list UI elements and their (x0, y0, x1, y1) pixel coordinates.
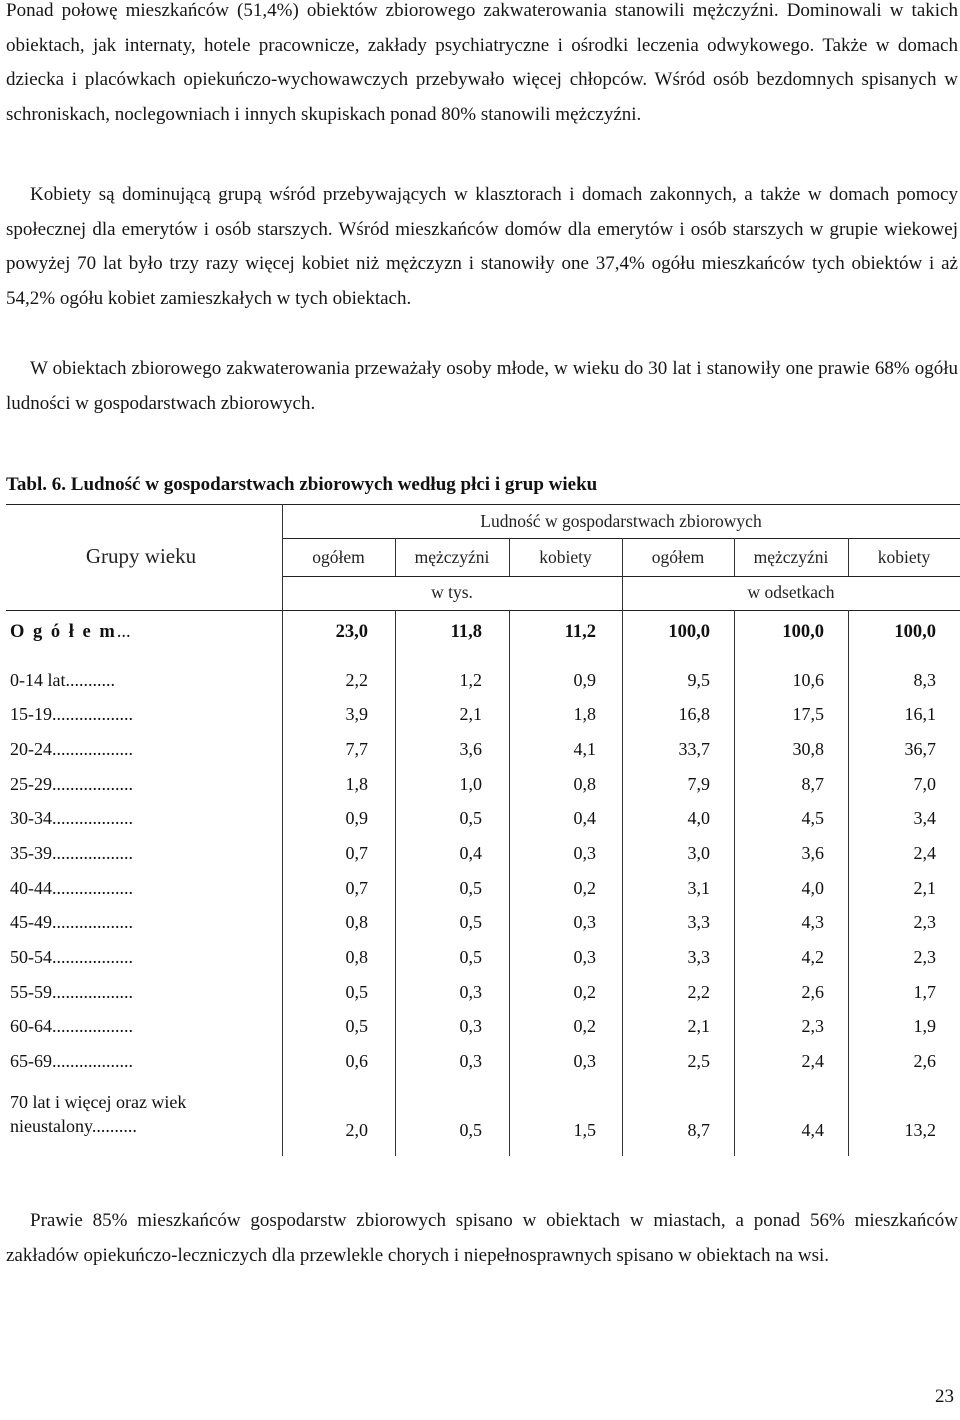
cell-value: 0,5 (459, 1120, 482, 1140)
cell-value: 1,2 (459, 670, 482, 690)
cell-value: 33,7 (678, 739, 710, 759)
cell-value: 8,3 (913, 670, 936, 690)
table-row (6, 843, 960, 877)
table-row (6, 1016, 960, 1050)
unit-thousands: w tys. (431, 582, 473, 602)
table-caption: Tabl. 6. Ludność w gospodarstwach zbiorowych według płci i grup wieku (6, 474, 598, 495)
col-header-total: ogółem (312, 547, 365, 567)
cell-value: 3,4 (913, 808, 936, 828)
cell-value: 0,4 (459, 843, 482, 863)
header-divider-1 (282, 538, 960, 539)
cell-value: 0,9 (345, 808, 368, 828)
cell-value: 0,6 (345, 1051, 368, 1071)
cell-value: 3,6 (459, 739, 482, 759)
col-header-men: mężczyźni (414, 547, 490, 567)
cell-value: 0,9 (573, 670, 596, 690)
table-row (6, 912, 960, 946)
cell-value: 1,0 (459, 774, 482, 794)
table-row (6, 808, 960, 842)
col-header-women: kobiety (539, 547, 592, 567)
table-row (6, 704, 960, 738)
cell-value: 0,2 (573, 1016, 596, 1036)
cell-value: 1,5 (573, 1120, 596, 1140)
col-header-men-pct: mężczyźni (753, 547, 829, 567)
row-label: O g ó ł e m... (10, 622, 131, 642)
cell-value: 30,8 (792, 739, 824, 759)
cell-value: 100,0 (894, 622, 936, 642)
cell-value: 3,3 (687, 947, 710, 967)
cell-value: 2,2 (345, 670, 368, 690)
cell-value: 0,7 (345, 878, 368, 898)
cell-value: 2,5 (687, 1051, 710, 1071)
col-header-women-pct: kobiety (877, 547, 931, 567)
cell-value: 0,3 (573, 843, 596, 863)
cell-value: 1,8 (345, 774, 368, 794)
row-label: 40-44.................. (10, 878, 133, 898)
table-row (6, 1092, 960, 1154)
cell-value: 0,2 (573, 982, 596, 1002)
cell-value: 11,8 (450, 622, 482, 642)
cell-value: 2,3 (913, 912, 936, 932)
cell-value: 2,6 (801, 982, 824, 1002)
row-label: 45-49.................. (10, 912, 133, 932)
paragraph-3: W obiektach zbiorowego zakwaterowania przeważały osoby młode, w wieku do 30 lat i stanowiły one prawie 68% ogółu ludności w gospodarstwach zbiorowych. (6, 358, 958, 414)
cell-value: 1,9 (913, 1016, 936, 1036)
cell-value: 2,1 (913, 878, 936, 898)
table-top-border (6, 504, 960, 505)
cell-value: 36,7 (904, 739, 936, 759)
row-label: 0-14 lat........... (10, 670, 115, 690)
cell-value: 0,7 (345, 843, 368, 863)
table-row (6, 1051, 960, 1085)
cell-value: 4,0 (801, 878, 824, 898)
cell-value: 0,3 (573, 947, 596, 967)
cell-value: 2,4 (913, 843, 936, 863)
table-row (6, 774, 960, 808)
header-divider-2 (282, 576, 960, 577)
group-header: Grupy wieku (85, 544, 197, 568)
paragraph-1: Ponad połowę mieszkańców (51,4%) obiektów zbiorowego zakwaterowania stanowili mężczyźni. Dominowali w takich obiektach, jak internaty, hotele pracownicze, zakłady psychiatryczne i ośrodki leczenia odwykowego. Także w domach dziecka i placówkach opiekuńczo-wychowawczych przebywało więcej chłopców. Wśród osób bezdomnych spisanych w schroniskach, noclegowniach i innych skupiskach ponad 80% stanowili mężczyźni. (6, 0, 958, 125)
cell-value: 1,8 (573, 704, 596, 724)
row-label: 15-19.................. (10, 704, 133, 724)
cell-value: 13,2 (904, 1120, 936, 1140)
cell-value: 2,3 (801, 1016, 824, 1036)
row-label: 55-59.................. (10, 982, 133, 1002)
cell-value: 3,6 (801, 843, 824, 863)
cell-value: 4,0 (687, 808, 710, 828)
cell-value: 8,7 (687, 1120, 710, 1140)
cell-value: 7,7 (345, 739, 368, 759)
table-row (6, 670, 960, 704)
cell-value: 0,5 (459, 947, 482, 967)
cell-value: 0,4 (573, 808, 596, 828)
unit-percent: w odsetkach (747, 582, 835, 602)
table-row (6, 739, 960, 773)
page-number: 23 (935, 1386, 954, 1407)
cell-value: 17,5 (792, 704, 824, 724)
paragraph-2: Kobiety są dominującą grupą wśród przebywających w klasztorach i domach zakonnych, a także w domach pomocy społecznej dla emerytów i osób starszych. Wśród mieszkańców domów dla emerytów i osób starszych w grupie wiekowej powyżej 70 lat było trzy razy więcej kobiet niż mężczyzn i stanowiły one 37,4% ogółu mieszkańców tych obiektów i aż 54,2% ogółu kobiet zamieszkałych w tych obiektach. (6, 184, 958, 309)
cell-value: 10,6 (792, 670, 824, 690)
row-label: 30-34.................. (10, 808, 133, 828)
cell-value: 3,3 (687, 912, 710, 932)
cell-value: 0,8 (345, 912, 368, 932)
row-label: 20-24.................. (10, 739, 133, 759)
cell-value: 9,5 (687, 670, 710, 690)
row-label: 35-39.................. (10, 843, 133, 863)
cell-value: 7,0 (913, 774, 936, 794)
row-label: 50-54.................. (10, 947, 133, 967)
cell-value: 0,5 (345, 982, 368, 1002)
cell-value: 0,3 (573, 912, 596, 932)
cell-value: 3,1 (687, 878, 710, 898)
cell-value: 0,5 (459, 912, 482, 932)
cell-value: 0,5 (459, 878, 482, 898)
cell-value: 0,2 (573, 878, 596, 898)
cell-value: 100,0 (668, 622, 710, 642)
row-label: 65-69.................. (10, 1051, 133, 1071)
cell-value: 0,3 (459, 1051, 482, 1071)
row-label: 60-64.................. (10, 1016, 133, 1036)
cell-value: 0,8 (345, 947, 368, 967)
cell-value: 16,8 (678, 704, 710, 724)
cell-value: 4,1 (573, 739, 596, 759)
cell-value: 2,3 (913, 947, 936, 967)
paragraph-4: Prawie 85% mieszkańców gospodarstw zbiorowych spisano w obiektach w miastach, a ponad 56% mieszkańców zakładów opiekuńczo-leczniczych dla przewlekle chorych i niepełnosprawnych spisano w obiektach na wsi. (6, 1210, 958, 1266)
row-label: 70 lat i więcej oraz wiek nieustalony.......... (10, 1092, 187, 1136)
cell-value: 4,4 (801, 1120, 824, 1140)
cell-value: 2,2 (687, 982, 710, 1002)
cell-value: 0,3 (459, 1016, 482, 1036)
cell-value: 8,7 (801, 774, 824, 794)
cell-value: 0,5 (345, 1016, 368, 1036)
cell-value: 7,9 (687, 774, 710, 794)
cell-value: 3,0 (687, 843, 710, 863)
header-bottom-border (6, 610, 960, 611)
table-row (6, 878, 960, 912)
cell-value: 4,5 (801, 808, 824, 828)
cell-value: 3,9 (345, 704, 368, 724)
col-header-total-pct: ogółem (651, 547, 705, 567)
cell-value: 23,0 (335, 622, 368, 642)
cell-value: 2,0 (345, 1120, 368, 1140)
cell-value: 4,3 (801, 912, 824, 932)
cell-value: 2,6 (913, 1051, 936, 1071)
cell-value: 2,1 (687, 1016, 710, 1036)
cell-value: 0,3 (459, 982, 482, 1002)
cell-value: 2,4 (801, 1051, 824, 1071)
table-row (6, 947, 960, 981)
cell-value: 4,2 (801, 947, 824, 967)
data-table (6, 504, 960, 1156)
super-header: Ludność w gospodarstwach zbiorowych (480, 511, 762, 531)
cell-value: 11,2 (564, 622, 596, 642)
row-label: 25-29.................. (10, 774, 133, 794)
cell-value: 0,8 (573, 774, 596, 794)
cell-value: 0,3 (573, 1051, 596, 1071)
cell-value: 100,0 (782, 622, 824, 642)
cell-value: 1,7 (913, 982, 936, 1002)
table-row (6, 982, 960, 1016)
table-row-total (6, 622, 960, 656)
cell-value: 0,5 (459, 808, 482, 828)
cell-value: 16,1 (904, 704, 936, 724)
cell-value: 2,1 (459, 704, 482, 724)
